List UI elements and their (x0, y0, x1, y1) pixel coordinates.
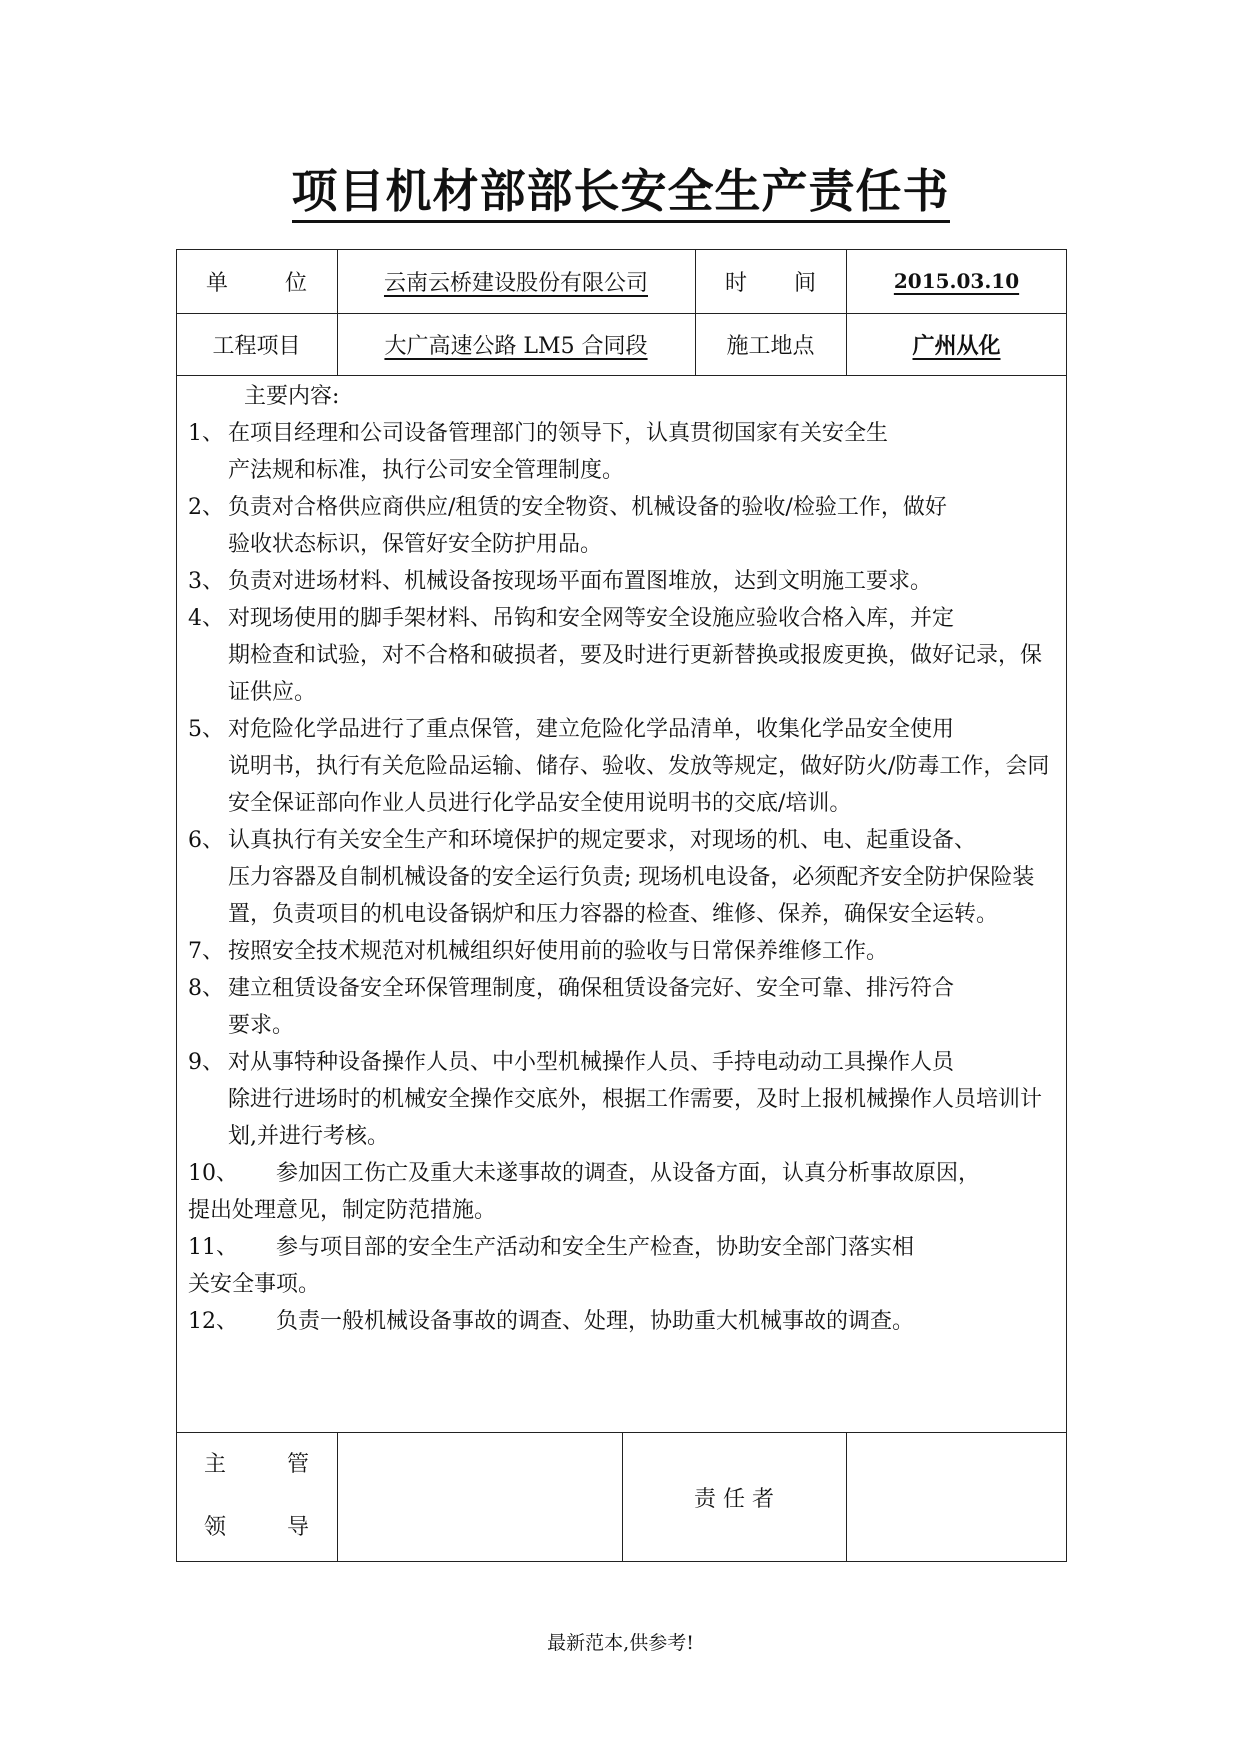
duty-item-text: 负责对进场材料、机械设备按现场平面布置图堆放，达到文明施工要求。 (228, 569, 933, 594)
duty-item-text: 认真执行有关安全生产和环境保护的规定要求，对现场的机、电、起重设备、 (228, 828, 977, 853)
project-label: 工程项目 (212, 333, 301, 359)
duty-item-continuation: 说明书，执行有关危险品运输、储存、验收、发放等规定，做好防火/防毒工作，会同安全保证部向作业人员进行化学品安全使用说明书的交底/培训。 (228, 754, 1050, 816)
content-intro: 主要内容: (244, 384, 340, 409)
project-value: 大广高速公路 LM5 合同段 (384, 333, 648, 359)
duty-item (188, 1044, 1058, 1081)
duty-item-continuation: 产法规和标准，执行公司安全管理制度。 (228, 458, 625, 483)
leader-signature-field[interactable] (337, 1432, 622, 1562)
duty-item-continuation: 除进行进场时的机械安全操作交底外，根据工作需要，及时上报机械操作人员培训计划,并进行考核。 (228, 1087, 1043, 1149)
duty-item-text: 对从事特种设备操作人员、中小型机械操作人员、手持电动动工具操作人员 (228, 1050, 955, 1075)
duty-item-text: 按照安全技术规范对机械组织好使用前的验收与日常保养维修工作。 (228, 939, 889, 964)
duty-item-text: 对危险化学品进行了重点保管，建立危险化学品清单，收集化学品安全使用 (228, 717, 955, 742)
duty-item-number: 8、 (188, 976, 224, 1001)
duty-item (188, 563, 1058, 600)
duty-item (188, 822, 1058, 859)
duty-item-continuation: 提出处理意见，制定防范措施。 (188, 1198, 497, 1223)
duty-item-continuation: 关安全事项。 (188, 1272, 321, 1297)
row-divider (176, 375, 1067, 376)
duty-item-number: 12、 (188, 1309, 238, 1334)
duty-item-number: 10、 (188, 1161, 238, 1186)
duty-item (188, 415, 1058, 452)
duty-item-continuation: 期检查和试验，对不合格和破损者，要及时进行更新替换或报废更换，做好记录，保证供应。 (228, 643, 1043, 705)
time-value: 2015.03.10 (893, 269, 1020, 293)
site-value: 广州从化 (912, 333, 1001, 359)
duty-item-text: 负责一般机械设备事故的调查、处理，协助重大机械事故的调查。 (276, 1309, 915, 1334)
footer-note: 最新范本,供参考! (547, 1632, 694, 1654)
duty-item-text: 对现场使用的脚手架材料、吊钩和安全网等安全设施应验收合格入库，并定 (228, 606, 955, 631)
duty-item-number: 1、 (188, 421, 224, 446)
duty-item-continuation: 验收状态标识，保管好安全防护用品。 (228, 532, 603, 557)
responsible-signature-field[interactable] (846, 1432, 1067, 1562)
duty-item-number: 7、 (188, 939, 224, 964)
responsible-label: 责 任 者 (694, 1486, 774, 1512)
unit-value: 云南云桥建设股份有限公司 (383, 270, 648, 296)
leader-label-line1: 主 管 (204, 1452, 309, 1477)
duty-list (188, 415, 1058, 1340)
duty-item-number: 2、 (188, 495, 224, 520)
duty-item-number: 4、 (188, 606, 224, 631)
duty-item (188, 970, 1058, 1007)
duty-item-number: 3、 (188, 569, 224, 594)
main-content (188, 378, 1058, 1340)
site-label: 施工地点 (726, 333, 815, 359)
duty-item-text: 建立租赁设备安全环保管理制度，确保租赁设备完好、安全可靠、排污符合 (228, 976, 955, 1001)
unit-label: 单 位 (206, 270, 307, 296)
duty-item (188, 1303, 1058, 1340)
duty-item (188, 600, 1058, 637)
duty-item-continuation: 要求。 (228, 1013, 295, 1038)
duty-item-number: 6、 (188, 828, 224, 853)
duty-item-text: 在项目经理和公司设备管理部门的领导下，认真贯彻国家有关安全生 (228, 421, 889, 446)
duty-item-continuation: 压力容器及自制机械设备的安全运行负责; 现场机电设备，必须配齐安全防护保险装置，负责项目的机电设备锅炉和压力容器的检查、维修、保养，确保安全运转。 (228, 865, 1035, 927)
duty-item-text: 负责对合格供应商供应/租赁的安全物资、机械设备的验收/检验工作，做好 (228, 495, 947, 520)
duty-item-number: 9、 (188, 1050, 224, 1075)
duty-item (188, 933, 1058, 970)
duty-item-text: 参与项目部的安全生产活动和安全生产检查，协助安全部门落实相 (276, 1235, 915, 1260)
duty-item (188, 1155, 1058, 1192)
duty-item-number: 5、 (188, 717, 224, 742)
duty-item (188, 1229, 1058, 1266)
duty-item (188, 711, 1058, 748)
leader-label-line2: 领 导 (204, 1515, 309, 1540)
duty-item-text: 参加因工伤亡及重大未遂事故的调查，从设备方面，认真分析事故原因， (276, 1161, 981, 1186)
time-label: 时 间 (725, 270, 816, 296)
document-title: 项目机材部部长安全生产责任书 (0, 155, 1241, 221)
duty-item (188, 489, 1058, 526)
duty-item-number: 11、 (188, 1235, 238, 1260)
